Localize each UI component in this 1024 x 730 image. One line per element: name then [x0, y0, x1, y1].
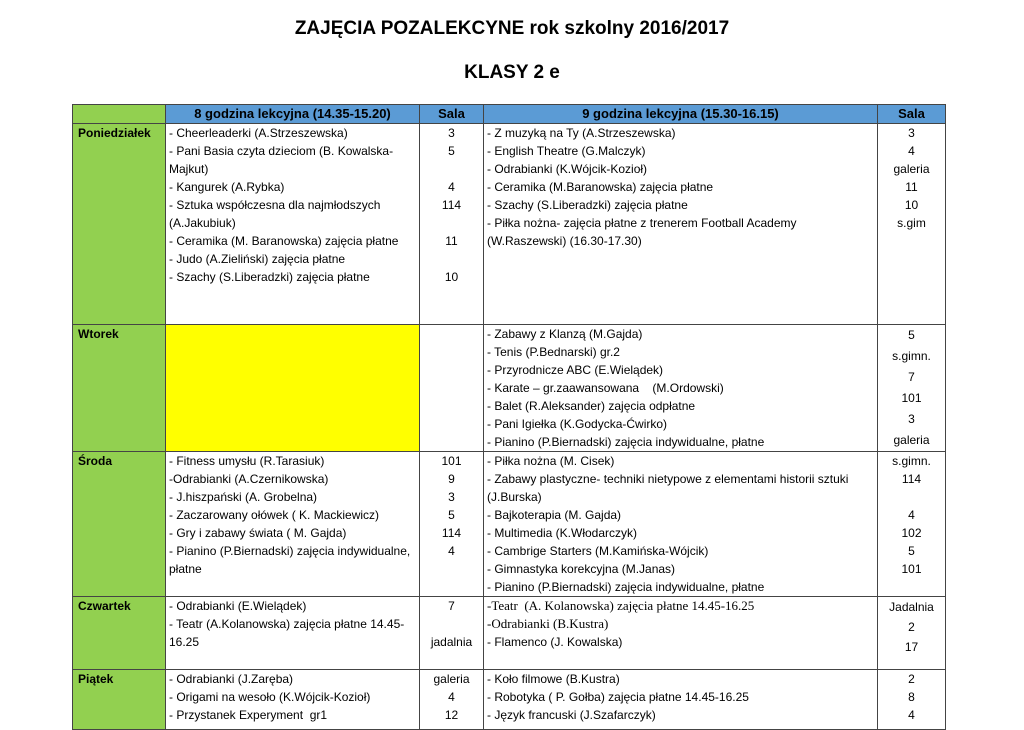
room	[423, 615, 480, 633]
header-hour9: 9 godzina lekcyjna (15.30-16.15)	[484, 105, 878, 124]
room: Jadalnia	[889, 600, 934, 614]
activity: - Szachy (S.Liberadzki) zajęcia płatne	[169, 270, 370, 284]
room: 8	[908, 690, 915, 704]
hour8-cell	[166, 124, 420, 325]
room: 4	[908, 144, 915, 158]
hour9-cell	[484, 452, 878, 597]
room: 4	[448, 180, 455, 194]
activity: - Cambrige Starters (M.Kamińska-Wójcik)	[487, 544, 709, 558]
activity: - Zabawy plastyczne- techniki nietypowe z elementami historii sztuki (J.Burska)	[487, 472, 849, 504]
sala9-cell	[878, 597, 946, 670]
activity: - Odrabianki (J.Zaręba)	[169, 672, 294, 686]
activity: - Gimnastyka korekcyjna (M.Janas)	[487, 562, 676, 576]
room: 12	[444, 708, 459, 722]
activity: - Kangurek (A.Rybka)	[169, 180, 285, 194]
activity: - Fitness umysłu (R.Tarasiuk)	[169, 454, 325, 468]
day-cell: Wtorek	[73, 325, 166, 452]
day-cell: Poniedziałek	[73, 124, 166, 325]
hour8-cell	[166, 670, 420, 730]
activity: - Cheerleaderki (A.Strzeszewska)	[169, 126, 348, 140]
activity: - Gry i zabawy świata ( M. Gajda)	[169, 526, 347, 540]
room: s.gim	[897, 216, 926, 230]
activity: -Teatr (A. Kolanowska) zajęcia płatne 14.45-16.25	[487, 598, 755, 613]
room: 17	[904, 640, 919, 654]
room: 101	[901, 391, 922, 405]
activity: - Pianino (P.Biernadski) zajęcia indywidualne, płatne	[487, 435, 765, 449]
hour8-cell-empty	[166, 325, 420, 452]
hour8-cell	[166, 452, 420, 597]
day-cell: Czwartek	[73, 597, 166, 670]
activity: - Przystanek Experyment gr1	[169, 708, 328, 722]
sala8-cell	[420, 124, 484, 325]
room: 101	[901, 562, 922, 576]
hour9-cell	[484, 670, 878, 730]
sala9-cell	[878, 325, 946, 452]
room: s.gimn.	[892, 454, 931, 468]
room	[881, 488, 942, 506]
sala8-cell	[420, 670, 484, 730]
room: 3	[448, 126, 455, 140]
room: 3	[448, 490, 455, 504]
activity: - Karate – gr.zaawansowana (M.Ordowski)	[487, 381, 724, 395]
activity: - Zabawy z Klanzą (M.Gajda)	[487, 327, 643, 341]
room: 102	[901, 526, 922, 540]
room: 3	[908, 412, 915, 426]
room: galeria	[433, 672, 470, 686]
activity: - Robotyka ( P. Gołba) zajęcia płatne 14.45-16.25	[487, 690, 749, 704]
activity: -Odrabianki (B.Kustra)	[487, 616, 609, 631]
room: 2	[908, 672, 915, 686]
activity: - Odrabianki (E.Wielądek)	[169, 599, 307, 613]
sala9-cell	[878, 452, 946, 597]
room: jadalnia	[430, 635, 473, 649]
activity: - Tenis (P.Bednarski) gr.2	[487, 345, 620, 359]
sala8-cell	[420, 452, 484, 597]
activity: - Sztuka współczesna dla najmłodszych (A.Jakubiuk)	[169, 198, 381, 230]
room	[423, 250, 480, 268]
activity: - Flamenco (J. Kowalska)	[487, 635, 623, 649]
activity: - Pianino (P.Biernadski) zajęcia indywidualne, płatne	[169, 544, 411, 576]
activity: - Z muzyką na Ty (A.Strzeszewska)	[487, 126, 676, 140]
table-row	[73, 597, 946, 670]
activity: -Odrabianki (A.Czernikowska)	[169, 472, 329, 486]
header-corner	[73, 105, 166, 124]
activity: - English Theatre (G.Malczyk)	[487, 144, 646, 158]
room: 10	[444, 270, 459, 284]
hour8-cell	[166, 597, 420, 670]
schedule-table	[72, 104, 946, 730]
room: 7	[448, 599, 455, 613]
page-title: ZAJĘCIA POZALEKCYNE rok szkolny 2016/2017	[294, 18, 730, 39]
activity: - Multimedia (K.Włodarczyk)	[487, 526, 638, 540]
header-row	[73, 105, 946, 124]
activity: - Pani Igiełka (K.Godycka-Ćwirko)	[487, 417, 668, 431]
activity: - Pianino (P.Biernadski) zajęcia indywidualne, płatne	[487, 580, 765, 594]
room	[423, 160, 480, 178]
room: 114	[441, 198, 462, 212]
room: 4	[448, 690, 455, 704]
hour9-cell	[484, 325, 878, 452]
room: 11	[445, 234, 458, 248]
activity: - Ceramika (M.Baranowska) zajęcia płatne	[487, 180, 714, 194]
page-subtitle: KLASY 2 e	[464, 62, 560, 83]
room: 5	[448, 144, 455, 158]
room: 11	[905, 180, 918, 194]
header-hour8: 8 godzina lekcyjna (14.35-15.20)	[166, 105, 420, 124]
activity: - Koło filmowe (B.Kustra)	[487, 672, 620, 686]
hour9-cell	[484, 597, 878, 670]
sala8-cell	[420, 597, 484, 670]
room: 114	[441, 526, 462, 540]
activity: - Teatr (A.Kolanowska) zajęcia płatne 14.45-16.25	[169, 617, 405, 649]
table-row	[73, 124, 946, 325]
room: galeria	[893, 162, 930, 176]
room: s.gimn.	[892, 349, 931, 363]
activity: - Piłka nożna (M. Cisek)	[487, 454, 615, 468]
header-sala2: Sala	[878, 105, 946, 124]
room: 7	[908, 370, 915, 384]
room: galeria	[893, 433, 930, 447]
room: 9	[448, 472, 455, 486]
room: 2	[908, 620, 915, 634]
room: 101	[441, 454, 462, 468]
room: 4	[908, 708, 915, 722]
activity: - Szachy (S.Liberadzki) zajęcia płatne	[487, 198, 688, 212]
activity: - Przyrodnicze ABC (E.Wielądek)	[487, 363, 664, 377]
table-row	[73, 325, 946, 452]
room	[423, 214, 480, 232]
room: 5	[908, 544, 915, 558]
activity: - Ceramika (M. Baranowska) zajęcia płatne	[169, 234, 399, 248]
room: 10	[904, 198, 919, 212]
table-row	[73, 452, 946, 597]
room: 4	[908, 508, 915, 522]
activity: - Pani Basia czyta dzieciom (B. Kowalska-Majkut)	[169, 144, 394, 176]
header-sala1: Sala	[420, 105, 484, 124]
room: 114	[901, 472, 922, 486]
day-cell: Środa	[73, 452, 166, 597]
activity: - Balet (R.Aleksander) zajęcia odpłatne	[487, 399, 696, 413]
room: 5	[908, 328, 915, 342]
activity: - Język francuski (J.Szafarczyk)	[487, 708, 656, 722]
sala9-cell	[878, 670, 946, 730]
room: 4	[448, 544, 455, 558]
day-cell: Piątek	[73, 670, 166, 730]
activity: - J.hiszpański (A. Grobelna)	[169, 490, 318, 504]
sala9-cell	[878, 124, 946, 325]
room: 3	[908, 126, 915, 140]
activity: - Judo (A.Zieliński) zajęcia płatne	[169, 252, 346, 266]
activity: - Zaczarowany ołówek ( K. Mackiewicz)	[169, 508, 380, 522]
hour9-cell	[484, 124, 878, 325]
table-row	[73, 670, 946, 730]
activity: - Odrabianki (K.Wójcik-Kozioł)	[487, 162, 648, 176]
activity: - Piłka nożna- zajęcia płatne z trenerem Football Academy (W.Raszewski) (16.30-17.30)	[487, 216, 797, 248]
sala8-cell-empty	[420, 325, 484, 452]
activity: - Origami na wesoło (K.Wójcik-Kozioł)	[169, 690, 371, 704]
activity: - Bajkoterapia (M. Gajda)	[487, 508, 622, 522]
room: 5	[448, 508, 455, 522]
